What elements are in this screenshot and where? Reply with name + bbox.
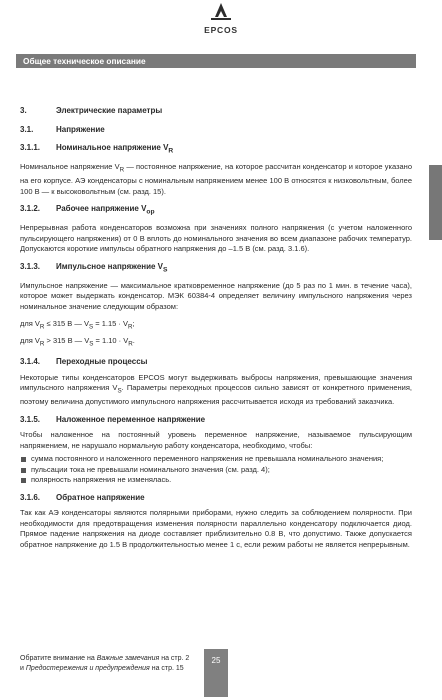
paragraph-reverse-voltage: Так как АЭ конденсаторы являются полярными приборами, нужно следить за соблюдением полярности. При необходимости для предотвращения изменения полярности параллельно конденсатору подключается диод. Прямое падение напряжения на диоде составляет приблизительно 0.8 В, что допустимо. Также допускается обратное напряжение до 1.5 В продолжительностью менее 1 с, если режим работы не является непрерывным. — [20, 508, 412, 549]
paragraph-ripple-voltage: Чтобы наложенное на постоянный уровень переменное напряжение, называемое пульсирующим напряжением, не нарушало нормальную работу конденсатора, необходимо, чтобы: — [20, 430, 412, 450]
document-body — [20, 106, 412, 557]
formula-surge-low: для $V_R \le 315$ В — $V_S = 1.15 \cdot V_R$; — [20, 319, 135, 331]
paragraph-transients: Некоторые типы конденсаторов EPCOS могут выдерживать выбросы напряжения, превышающие значения импульсного напряжения $V_S$. Параметры переходных процессов сильно зависят от конкретного применения, поэтому величина допустимого импульсного напряжения рассчитывается исходя из требований заказчика. — [20, 372, 412, 407]
heading-3-1: 3.1. Напряжение — [20, 124, 105, 134]
epcos-logo-icon — [206, 2, 236, 24]
side-tab-marker — [429, 165, 442, 240]
page-number: 25 — [204, 649, 228, 697]
heading-3-1-4: 3.1.4. Переходные процессы — [20, 357, 148, 367]
list-item: полярность напряжения не изменялась. — [20, 475, 412, 486]
footer-line-2: и Предостережения и предупреждения на стр. 15 — [20, 664, 184, 672]
heading-3-1-3: 3.1.3. Импульсное напряжение $V_S$ — [20, 261, 168, 274]
list-item: пульсации тока не превышали номинального значения (см. разд. 4); — [20, 465, 412, 476]
heading-3-1-2: 3.1.2. Рабочее напряжение $V_{op}$ — [20, 204, 155, 216]
brand-logo-text: EPCOS — [204, 25, 238, 35]
footer-note — [20, 654, 189, 673]
paragraph-operating-voltage: Непрерывная работа конденсаторов возможна при значениях полного напряжения (с учетом наложенного пульсирующего напряжения) от 0 В вплоть до номинального значения во всем диапазоне рабочих температур. Допускаются короткие импульсы обратного напряжения до –1.5 В (см. разд. 3.1.6). — [20, 223, 412, 254]
heading-3-1-5: 3.1.5. Наложенное переменное напряжение — [20, 414, 206, 424]
list-item: сумма постоянного и наложенного переменного напряжения не превышала номинального значения; — [20, 454, 412, 465]
heading-3-1-1: 3.1.1. Номинальное напряжение $V_R$ — [20, 143, 174, 155]
formula-surge-high: для $V_R > 315$ В — $V_S = 1.10 \cdot V_R$. — [20, 336, 135, 348]
paragraph-rated-voltage: Номинальное напряжение $V_R$ — постоянное напряжение, на которое рассчитан конденсатор и которое указано на его корпусе. АЭ конденсаторы с номинальным напряжением менее 100 В относятся к низковольтным, более 100 В — к высоковольтным (см. разд. 15). — [20, 162, 412, 196]
paragraph-surge-voltage: Импульсное напряжение — максимальное кратковременное напряжение (до 5 раз по 1 мин. в течение часа), которое может выдержать конденсатор. МЭК 60384-4 определяет величину импульсного напряжения через номинальное значение следующим образом: — [20, 280, 412, 311]
section-header-bar: Общее техническое описание — [16, 54, 416, 68]
heading-3: 3. Электрические параметры — [20, 106, 163, 115]
heading-3-1-6: 3.1.6. Обратное напряжение — [20, 492, 145, 502]
footer-line-1: Обратите внимание на Важные замечания на стр. 2 — [20, 655, 190, 662]
brand-logo — [0, 2, 442, 35]
ripple-conditions-list — [20, 454, 412, 486]
